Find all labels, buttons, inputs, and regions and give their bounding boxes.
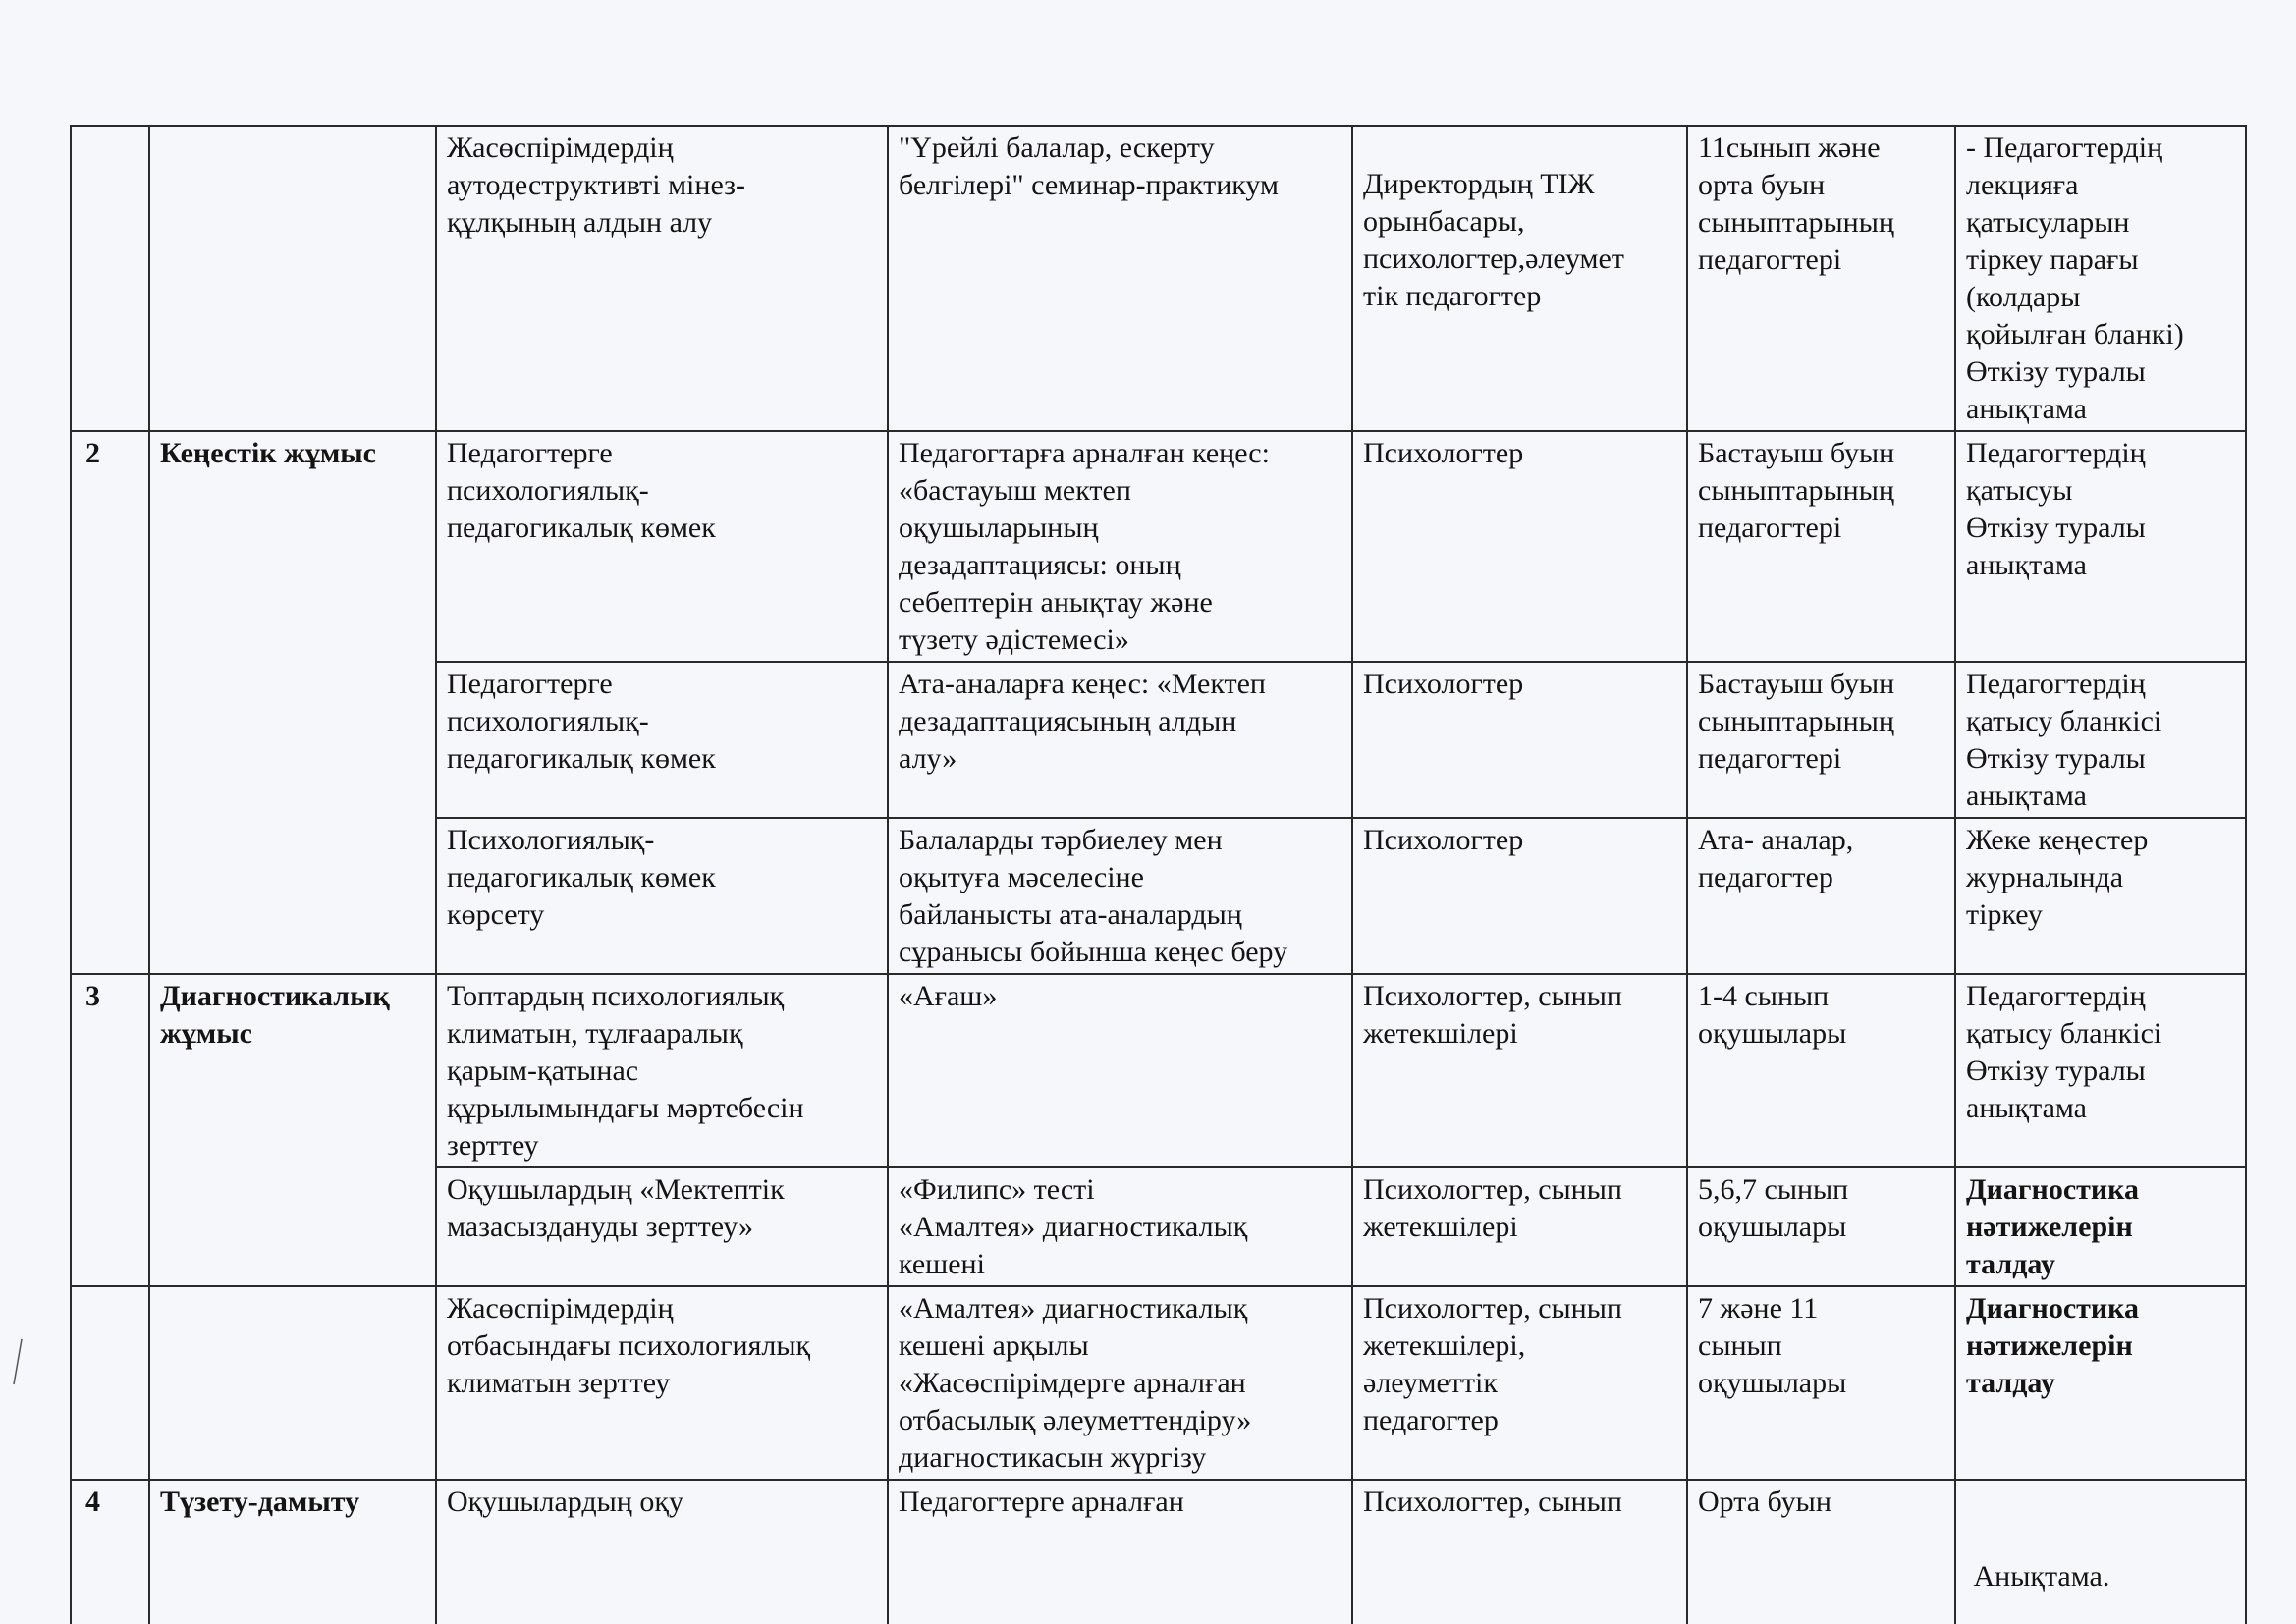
participants-cell [1687, 431, 1955, 662]
result-line: тіркеу парағы [1966, 244, 2139, 276]
scan-mark-icon [0, 1335, 29, 1394]
form-cell [888, 662, 1352, 818]
form-line: дезадаптациясының алдын [899, 705, 1237, 737]
topic-line: зерттеу [447, 1129, 539, 1162]
topic-line: Психологиялық- [447, 824, 655, 856]
topic-line: Топтардың психологиялық [447, 980, 785, 1012]
result-cell [1955, 662, 2246, 818]
participants-line: 5,6,7 сынып [1698, 1173, 1849, 1206]
result-line: Диагностика [1966, 1173, 2140, 1206]
responsible-line: Психологтер [1363, 437, 1524, 469]
topic-cell [436, 818, 888, 974]
result-line: қатысу бланкісі [1966, 1017, 2162, 1050]
result-line: Педагогтердің [1966, 437, 2146, 469]
topic-line: құрылымындағы мәртебесін [447, 1092, 804, 1124]
participants-line: 7 және 11 [1698, 1292, 1819, 1325]
form-line: Педагогтерге арналған [899, 1486, 1184, 1518]
participants-line: оқушылары [1698, 1367, 1847, 1399]
participants-line: Ата- аналар, [1698, 824, 1854, 856]
table-row [71, 126, 2246, 431]
form-cell [888, 818, 1352, 974]
topic-line: құлқының алдын алу [447, 206, 713, 239]
topic-line: мазасыздануды зерттеу» [447, 1211, 754, 1243]
row-number-cell [71, 1286, 149, 1480]
topic-line: Оқушылардың «Мектептік [447, 1173, 785, 1206]
participants-line: сыныптарының [1698, 206, 1894, 239]
result-line: талдау [1966, 1367, 2055, 1399]
responsible-line: Психологтер [1363, 668, 1524, 700]
topic-line: психологиялық- [447, 474, 649, 507]
topic-line: педагогикалық көмек [447, 742, 716, 775]
participants-line: орта буын [1698, 169, 1826, 201]
topic-line: Жасөспірімдердің [447, 132, 674, 164]
result-line: - Педагогтердің [1966, 132, 2163, 164]
form-line: «бастауыш мектеп [899, 474, 1131, 507]
result-line: журналында [1966, 861, 2124, 893]
responsible-line: Психологтер, сынып [1363, 1486, 1622, 1518]
result-line: анықтама [1966, 780, 2087, 812]
topic-line: отбасындағы психологиялық [447, 1329, 811, 1362]
row-number-cell: 3 [71, 974, 149, 1286]
responsible-cell [1352, 1286, 1687, 1480]
participants-line: педагогтері [1698, 244, 1842, 276]
participants-cell [1687, 1286, 1955, 1480]
result-line: Өткізу туралы [1966, 742, 2146, 775]
participants-cell [1687, 818, 1955, 974]
form-line: диагностикасын жүргізу [899, 1441, 1207, 1474]
form-cell [888, 126, 1352, 431]
result-line: қойылған бланкі) [1966, 318, 2184, 351]
responsible-line: Психологтер, сынып [1363, 1173, 1622, 1206]
topic-line: Жасөспірімдердің [447, 1292, 674, 1325]
table-row [71, 1286, 2246, 1480]
row-number-cell: 4 [71, 1480, 149, 1624]
topic-cell [436, 1167, 888, 1286]
form-line: себептерін анықтау және [899, 586, 1213, 619]
result-line: қатысуларын [1966, 206, 2130, 239]
result-cell [1955, 1167, 2246, 1286]
result-cell [1955, 126, 2246, 431]
form-line: «Амалтея» диагностикалық [899, 1211, 1248, 1243]
result-line: қатысуы [1966, 474, 2073, 507]
topic-line: климатын зерттеу [447, 1367, 671, 1399]
form-line: байланысты ата-аналардың [899, 898, 1242, 931]
form-line: Ата-аналарға кеңес: «Мектеп [899, 668, 1266, 700]
result-cell [1955, 974, 2246, 1167]
topic-cell [436, 126, 888, 431]
form-line: түзету әдістемесі» [899, 623, 1129, 656]
topic-cell [436, 1480, 888, 1624]
participants-cell [1687, 1480, 1955, 1624]
table-row [71, 1480, 2246, 1624]
participants-cell [1687, 1167, 1955, 1286]
section-cell [149, 126, 436, 431]
result-line: анықтама [1966, 549, 2087, 581]
form-cell [888, 974, 1352, 1167]
result-line: анықтама [1966, 393, 2087, 425]
result-line: Өткізу туралы [1966, 512, 2146, 544]
participants-line: оқушылары [1698, 1017, 1847, 1050]
form-line: Балаларды тәрбиелеу мен [899, 824, 1223, 856]
participants-line: Бастауыш буын [1698, 437, 1895, 469]
result-line: Өткізу туралы [1966, 1055, 2146, 1087]
topic-line: Педагогтерге [447, 668, 613, 700]
topic-line: климатын, тұлғааралық [447, 1017, 743, 1050]
responsible-line: орынбасары, [1363, 205, 1525, 238]
responsible-line: жетекшілері [1363, 1211, 1518, 1243]
form-line: алу» [899, 742, 957, 775]
result-line: Диагностика [1966, 1292, 2140, 1325]
responsible-cell [1352, 662, 1687, 818]
responsible-cell [1352, 974, 1687, 1167]
responsible-line: жетекшілері, [1363, 1329, 1526, 1362]
responsible-line: Психологтер, сынып [1363, 1292, 1622, 1325]
participants-cell [1687, 662, 1955, 818]
section-cell: Кеңестік жұмыс [149, 431, 436, 974]
section-cell: Түзету-дамыту [149, 1480, 436, 1624]
result-line: (колдары [1966, 281, 2081, 313]
participants-line: 1-4 сынып [1698, 980, 1830, 1012]
responsible-cell [1352, 431, 1687, 662]
responsible-line: Психологтер, сынып [1363, 980, 1622, 1012]
responsible-line: жетекшілері [1363, 1017, 1518, 1050]
row-number-cell [71, 126, 149, 431]
table-row [71, 431, 2246, 662]
result-line: анықтама [1966, 1092, 2087, 1124]
topic-line: педагогикалық көмек [447, 512, 716, 544]
result-line: Жеке кеңестер [1966, 824, 2149, 856]
responsible-cell [1352, 126, 1687, 431]
topic-line: қарым-қатынас [447, 1055, 639, 1087]
form-line: кешені [899, 1248, 985, 1280]
participants-line: сынып [1698, 1329, 1782, 1362]
topic-line: педагогикалық көмек [447, 861, 716, 893]
responsible-cell [1352, 1167, 1687, 1286]
responsible-cell [1352, 818, 1687, 974]
form-line: кешені арқылы [899, 1329, 1089, 1362]
form-line: оқушыларының [899, 512, 1099, 544]
responsible-line: Психологтер [1363, 824, 1524, 856]
participants-line: педагогтері [1698, 512, 1842, 544]
participants-cell [1687, 126, 1955, 431]
participants-line: педагогтері [1698, 742, 1842, 775]
result-line: лекцияға [1966, 169, 2079, 201]
form-line: «Филипс» тесті [899, 1173, 1095, 1206]
participants-line: Бастауыш буын [1698, 668, 1895, 700]
row-number-cell: 2 [71, 431, 149, 974]
form-line: дезадаптациясы: оның [899, 549, 1181, 581]
form-line: «Амалтея» диагностикалық [899, 1292, 1248, 1325]
participants-line: Орта буын [1698, 1486, 1831, 1518]
topic-cell [436, 662, 888, 818]
table-row [71, 974, 2246, 1167]
form-line: "Үрейлі балалар, ескерту [899, 132, 1215, 164]
work-plan-table [70, 125, 2247, 1624]
topic-cell [436, 431, 888, 662]
result-line: тіркеу [1966, 898, 2043, 931]
result-line: талдау [1966, 1248, 2055, 1280]
section-cell [149, 1286, 436, 1480]
responsible-line: педагогтер [1363, 1404, 1499, 1436]
form-cell [888, 1286, 1352, 1480]
form-cell [888, 431, 1352, 662]
form-line: белгілері" семинар-практикум [899, 169, 1280, 201]
responsible-line: Директордың ТІЖ [1363, 168, 1595, 200]
section-cell: Диагностикалық жұмыс [149, 974, 436, 1286]
form-line: сұранысы бойынша кеңес беру [899, 936, 1288, 968]
result-line: нәтижелерін [1966, 1211, 2133, 1243]
responsible-cell [1352, 1480, 1687, 1624]
result-cell [1955, 1480, 2246, 1624]
participants-line: оқушылары [1698, 1211, 1847, 1243]
participants-line: 11сынып және [1698, 132, 1881, 164]
participants-line: педагогтер [1698, 861, 1833, 893]
topic-line: көрсету [447, 898, 545, 931]
participants-cell [1687, 974, 1955, 1167]
result-line: Өткізу туралы [1966, 355, 2146, 388]
form-line: «Ағаш» [899, 980, 998, 1012]
result-line: нәтижелерін [1966, 1329, 2133, 1362]
topic-line: аутодеструктивті мінез- [447, 169, 745, 201]
topic-cell [436, 1286, 888, 1480]
result-cell [1955, 1286, 2246, 1480]
form-cell [888, 1480, 1352, 1624]
participants-line: сыныптарының [1698, 474, 1894, 507]
topic-line: психологиялық- [447, 705, 649, 737]
result-line: Анықтама. [1966, 1560, 2110, 1593]
result-cell [1955, 818, 2246, 974]
topic-cell [436, 974, 888, 1167]
result-line: Педагогтердің [1966, 668, 2146, 700]
topic-line: Оқушылардың оқу [447, 1486, 683, 1518]
form-line: Педагогтарға арналған кеңес: [899, 437, 1270, 469]
responsible-line: әлеуметтік [1363, 1367, 1498, 1399]
form-line: отбасылық әлеуметтендіру» [899, 1404, 1252, 1436]
topic-line: Педагогтерге [447, 437, 613, 469]
form-cell [888, 1167, 1352, 1286]
responsible-line: психологтер,әлеумет [1363, 243, 1624, 275]
result-cell [1955, 431, 2246, 662]
participants-line: сыныптарының [1698, 705, 1894, 737]
responsible-line: тік педагогтер [1363, 280, 1542, 312]
result-line: Педагогтердің [1966, 980, 2146, 1012]
result-line: қатысу бланкісі [1966, 705, 2162, 737]
form-line: «Жасөспірімдерге арналған [899, 1367, 1246, 1399]
form-line: оқытуға мәселесіне [899, 861, 1144, 893]
